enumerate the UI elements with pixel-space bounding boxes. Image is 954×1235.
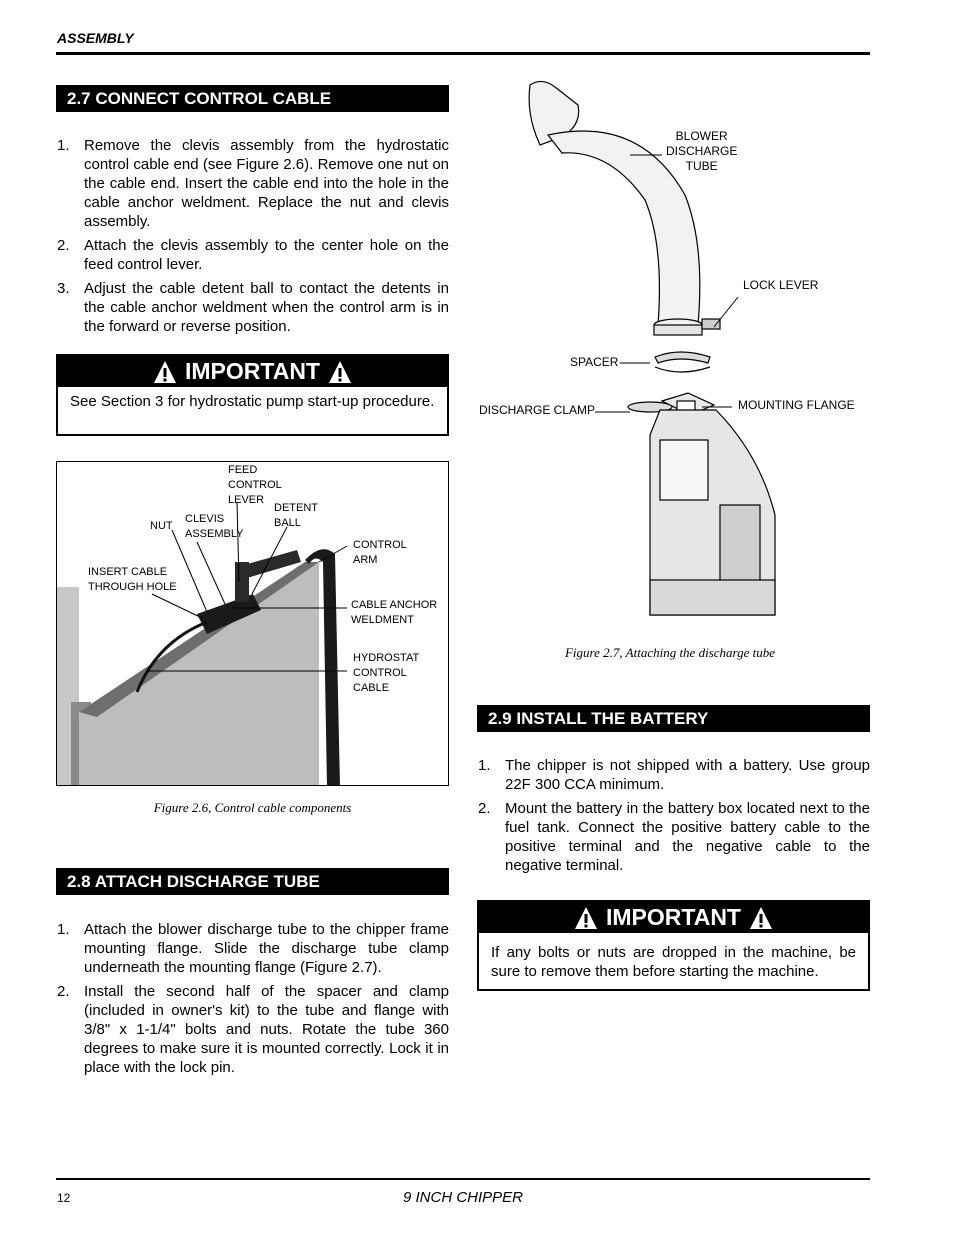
steps-2-9: [478, 756, 870, 880]
footer-title: 9 INCH CHIPPER: [402, 1189, 524, 1206]
important-header: [58, 356, 447, 387]
important-header: [479, 902, 868, 933]
page-header-label: ASSEMBLY: [57, 30, 134, 46]
important-notice-2: [477, 900, 870, 991]
header-rule: [56, 52, 870, 55]
figure-2-7-caption: Figure 2.7, Attaching the discharge tube: [564, 645, 775, 660]
figure-2-7-discharge-tube: [470, 75, 870, 645]
label-insert-cable: INSERT CABLE THROUGH HOLE: [88, 566, 177, 593]
label-clevis-assembly: CLEVIS ASSEMBLY: [185, 513, 244, 540]
warning-icon: [574, 906, 598, 930]
step-text: Attach the blower discharge tube to the chipper frame mounting flange. Slide the discharge tube clamp underneath the mounting flange (Figure 2.7).: [84, 921, 449, 976]
section-heading-2-8: 2.8 ATTACH DISCHARGE TUBE: [56, 868, 449, 895]
step-text: Attach the clevis assembly to the center hole on the feed control lever.: [84, 237, 449, 273]
label-discharge-clamp: DISCHARGE CLAMP: [479, 403, 596, 417]
page-number: 12: [57, 1191, 71, 1205]
warning-icon: [749, 906, 773, 930]
section-heading-2-7: 2.7 CONNECT CONTROL CABLE: [56, 85, 449, 112]
step-number: 1.: [57, 137, 70, 154]
important-text: If any bolts or nuts are dropped in the machine, be sure to remove them before starting the machine.: [491, 944, 856, 980]
step-text: Install the second half of the spacer and clamp (included in owner's kit) to the tube and flange with 3/8" x 1-1/4" bolts and nuts. Rotate the tube 360 degrees to make sure it is mounted correctly. Lock it in place with the lock pin.: [84, 983, 449, 1076]
step-number: 3.: [57, 280, 70, 297]
step-item: [478, 799, 870, 875]
step-number: 2.: [57, 237, 70, 254]
label-mounting-flange: MOUNTING FLANGE: [738, 398, 855, 412]
step-text: Remove the clevis assembly from the hydrostatic control cable end (see Figure 2.6). Remove one nut on the cable end. Insert the cable end into the hole in the cable anchor weldment. Replace the nut and clevis assembly.: [84, 137, 449, 230]
warning-icon: [153, 360, 177, 384]
step-item: [57, 279, 449, 336]
step-number: 2.: [57, 983, 70, 1000]
section-heading-2-9: 2.9 INSTALL THE BATTERY: [477, 705, 870, 732]
important-text: See Section 3 for hydrostatic pump start-up procedure.: [70, 393, 435, 410]
footer-rule: [56, 1178, 870, 1180]
step-item: [57, 136, 449, 231]
figure-2-6-caption: Figure 2.6, Control cable components: [153, 800, 352, 815]
important-notice-1: [56, 354, 449, 436]
figure-2-6-control-cable: [56, 461, 449, 786]
important-title: IMPORTANT: [184, 358, 320, 384]
step-text: The chipper is not shipped with a battery. Use group 22F 300 CCA minimum.: [505, 757, 870, 793]
label-cable-anchor-weldment: CABLE ANCHOR WELDMENT: [351, 599, 438, 626]
steps-2-8: [57, 920, 449, 1082]
step-item: [57, 236, 449, 274]
label-blower-discharge-tube: BLOWER DISCHARGE TUBE: [666, 129, 738, 173]
step-text: Adjust the cable detent ball to contact the detents in the cable anchor weldment when the control arm is in the forward or reverse position.: [84, 280, 449, 335]
important-title: IMPORTANT: [605, 904, 741, 930]
label-hydrostat-control-cable: HYDROSTAT CONTROL CABLE: [353, 652, 420, 694]
label-feed-control-lever: FEED CONTROL LEVER: [228, 464, 282, 506]
step-item: [478, 756, 870, 794]
steps-2-7: [57, 136, 449, 341]
step-item: [57, 920, 449, 977]
step-number: 1.: [57, 921, 70, 938]
step-number: 2.: [478, 800, 491, 817]
step-text: Mount the battery in the battery box located next to the fuel tank. Connect the positive battery cable to the positive terminal and the negative cable to the negative terminal.: [505, 800, 870, 874]
step-number: 1.: [478, 757, 491, 774]
label-control-arm: CONTROL ARM: [353, 539, 407, 566]
label-lock-lever: LOCK LEVER: [743, 278, 819, 292]
label-detent-ball: DETENT BALL: [274, 502, 318, 529]
warning-icon: [328, 360, 352, 384]
step-item: [57, 982, 449, 1077]
label-nut: NUT: [150, 520, 173, 532]
label-spacer: SPACER: [570, 355, 619, 369]
